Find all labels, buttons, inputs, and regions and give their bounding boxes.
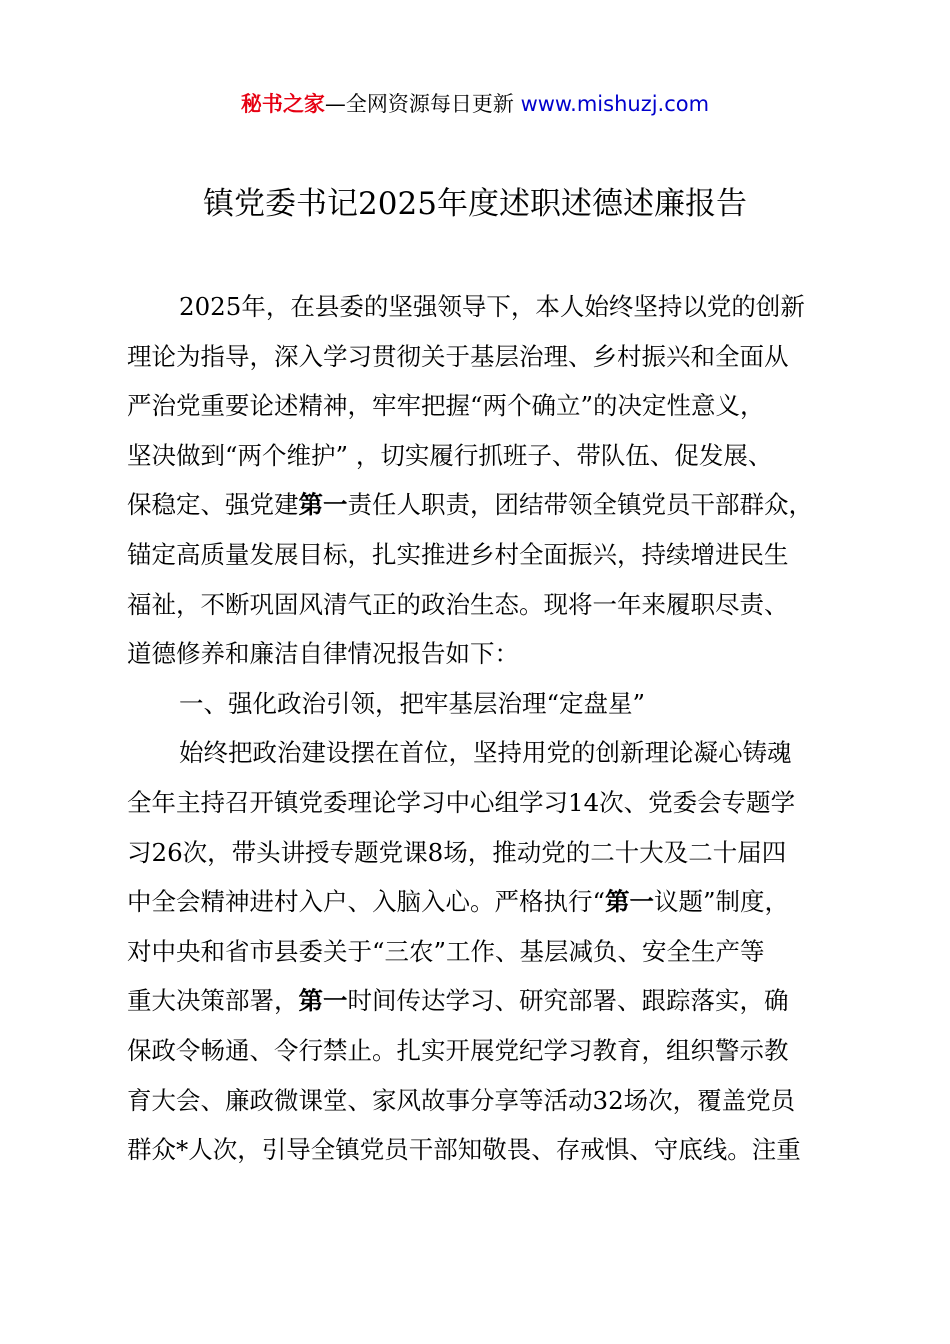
document-title: 镇党委书记2025年度述职述德述廉报告 (203, 186, 747, 222)
text-line (127, 282, 847, 332)
text-line (127, 629, 847, 679)
bold-text: 第一 (605, 887, 655, 917)
text-line (127, 431, 847, 481)
text-line (127, 381, 847, 431)
text-line (127, 580, 847, 630)
text-line (127, 332, 847, 382)
text-line (127, 728, 847, 778)
text-span: 保稳定、强党建 (127, 490, 299, 520)
text-span: 福祉，不断巩固风清气正的政治生态。现将一年来履职尽责、 (127, 589, 789, 619)
site-url-link[interactable]: www.mishuzj.com (520, 92, 710, 116)
text-span: 时间传达学习、研究部署、跟踪落实，确 (347, 986, 789, 1016)
text-line (127, 1125, 847, 1175)
text-span: 育大会、廉政微课堂、家风故事分享等活动32场次，覆盖党员 (127, 1085, 796, 1115)
text-line (127, 480, 847, 530)
text-span: 习26次，带头讲授专题党课8场，推动党的二十大及二十届四 (127, 837, 787, 867)
text-span: 理论为指导，深入学习贯彻关于基层治理、乡村振兴和全面从 (127, 341, 789, 371)
text-span: 坚决做到“两个维护” ，切实履行抓班子、带队伍、促发展、 (127, 440, 773, 470)
site-header (0, 88, 950, 120)
text-line (127, 530, 847, 580)
site-tagline: —全网资源每日更新 (324, 92, 521, 116)
text-span: 对中央和省市县委关于“三农”工作、基层减负、安全生产等 (127, 936, 765, 966)
text-line (127, 927, 847, 977)
bold-text: 第一 (298, 490, 348, 520)
text-span: 议题”制度， (654, 887, 790, 917)
text-span: 道德修养和廉洁自律情况报告如下： (127, 639, 519, 669)
text-line (127, 976, 847, 1026)
text-span: 保政令畅通、令行禁止。扎实开展党纪学习教育，组织警示教 (127, 1035, 789, 1065)
text-span: 重大决策部署， (127, 986, 299, 1016)
text-line (127, 877, 847, 927)
text-line (127, 828, 847, 878)
text-span: 群众*人次，引导全镇党员干部知敬畏、存戒惧、守底线。注重 (127, 1135, 801, 1165)
text-span: 严治党重要论述精神，牢牢把握“两个确立”的决定性意义， (127, 391, 765, 421)
text-span: 全年主持召开镇党委理论学习中心组学习14次、党委会专题学 (127, 787, 796, 817)
text-span: 始终把政治建设摆在首位，坚持用党的创新理论凝心铸魂 (179, 738, 792, 768)
text-span: 锚定高质量发展目标，扎实推进乡村全面振兴，持续增进民生 (127, 539, 789, 569)
bold-text: 第一 (298, 986, 348, 1016)
document-body (127, 282, 847, 1175)
text-span: 中全会精神进村入户、入脑入心。严格执行“ (127, 887, 606, 917)
text-span: 一、强化政治引领，把牢基层治理“定盘星” (179, 688, 646, 718)
text-line (127, 1076, 847, 1126)
text-line (127, 1026, 847, 1076)
site-brand: 秘书之家 (240, 92, 325, 116)
text-line (127, 679, 847, 729)
text-span: 2025年，在县委的坚强领导下，本人始终坚持以党的创新 (179, 292, 805, 321)
text-line (127, 778, 847, 828)
text-span: 责任人职责，团结带领全镇党员干部群众， (347, 490, 813, 520)
